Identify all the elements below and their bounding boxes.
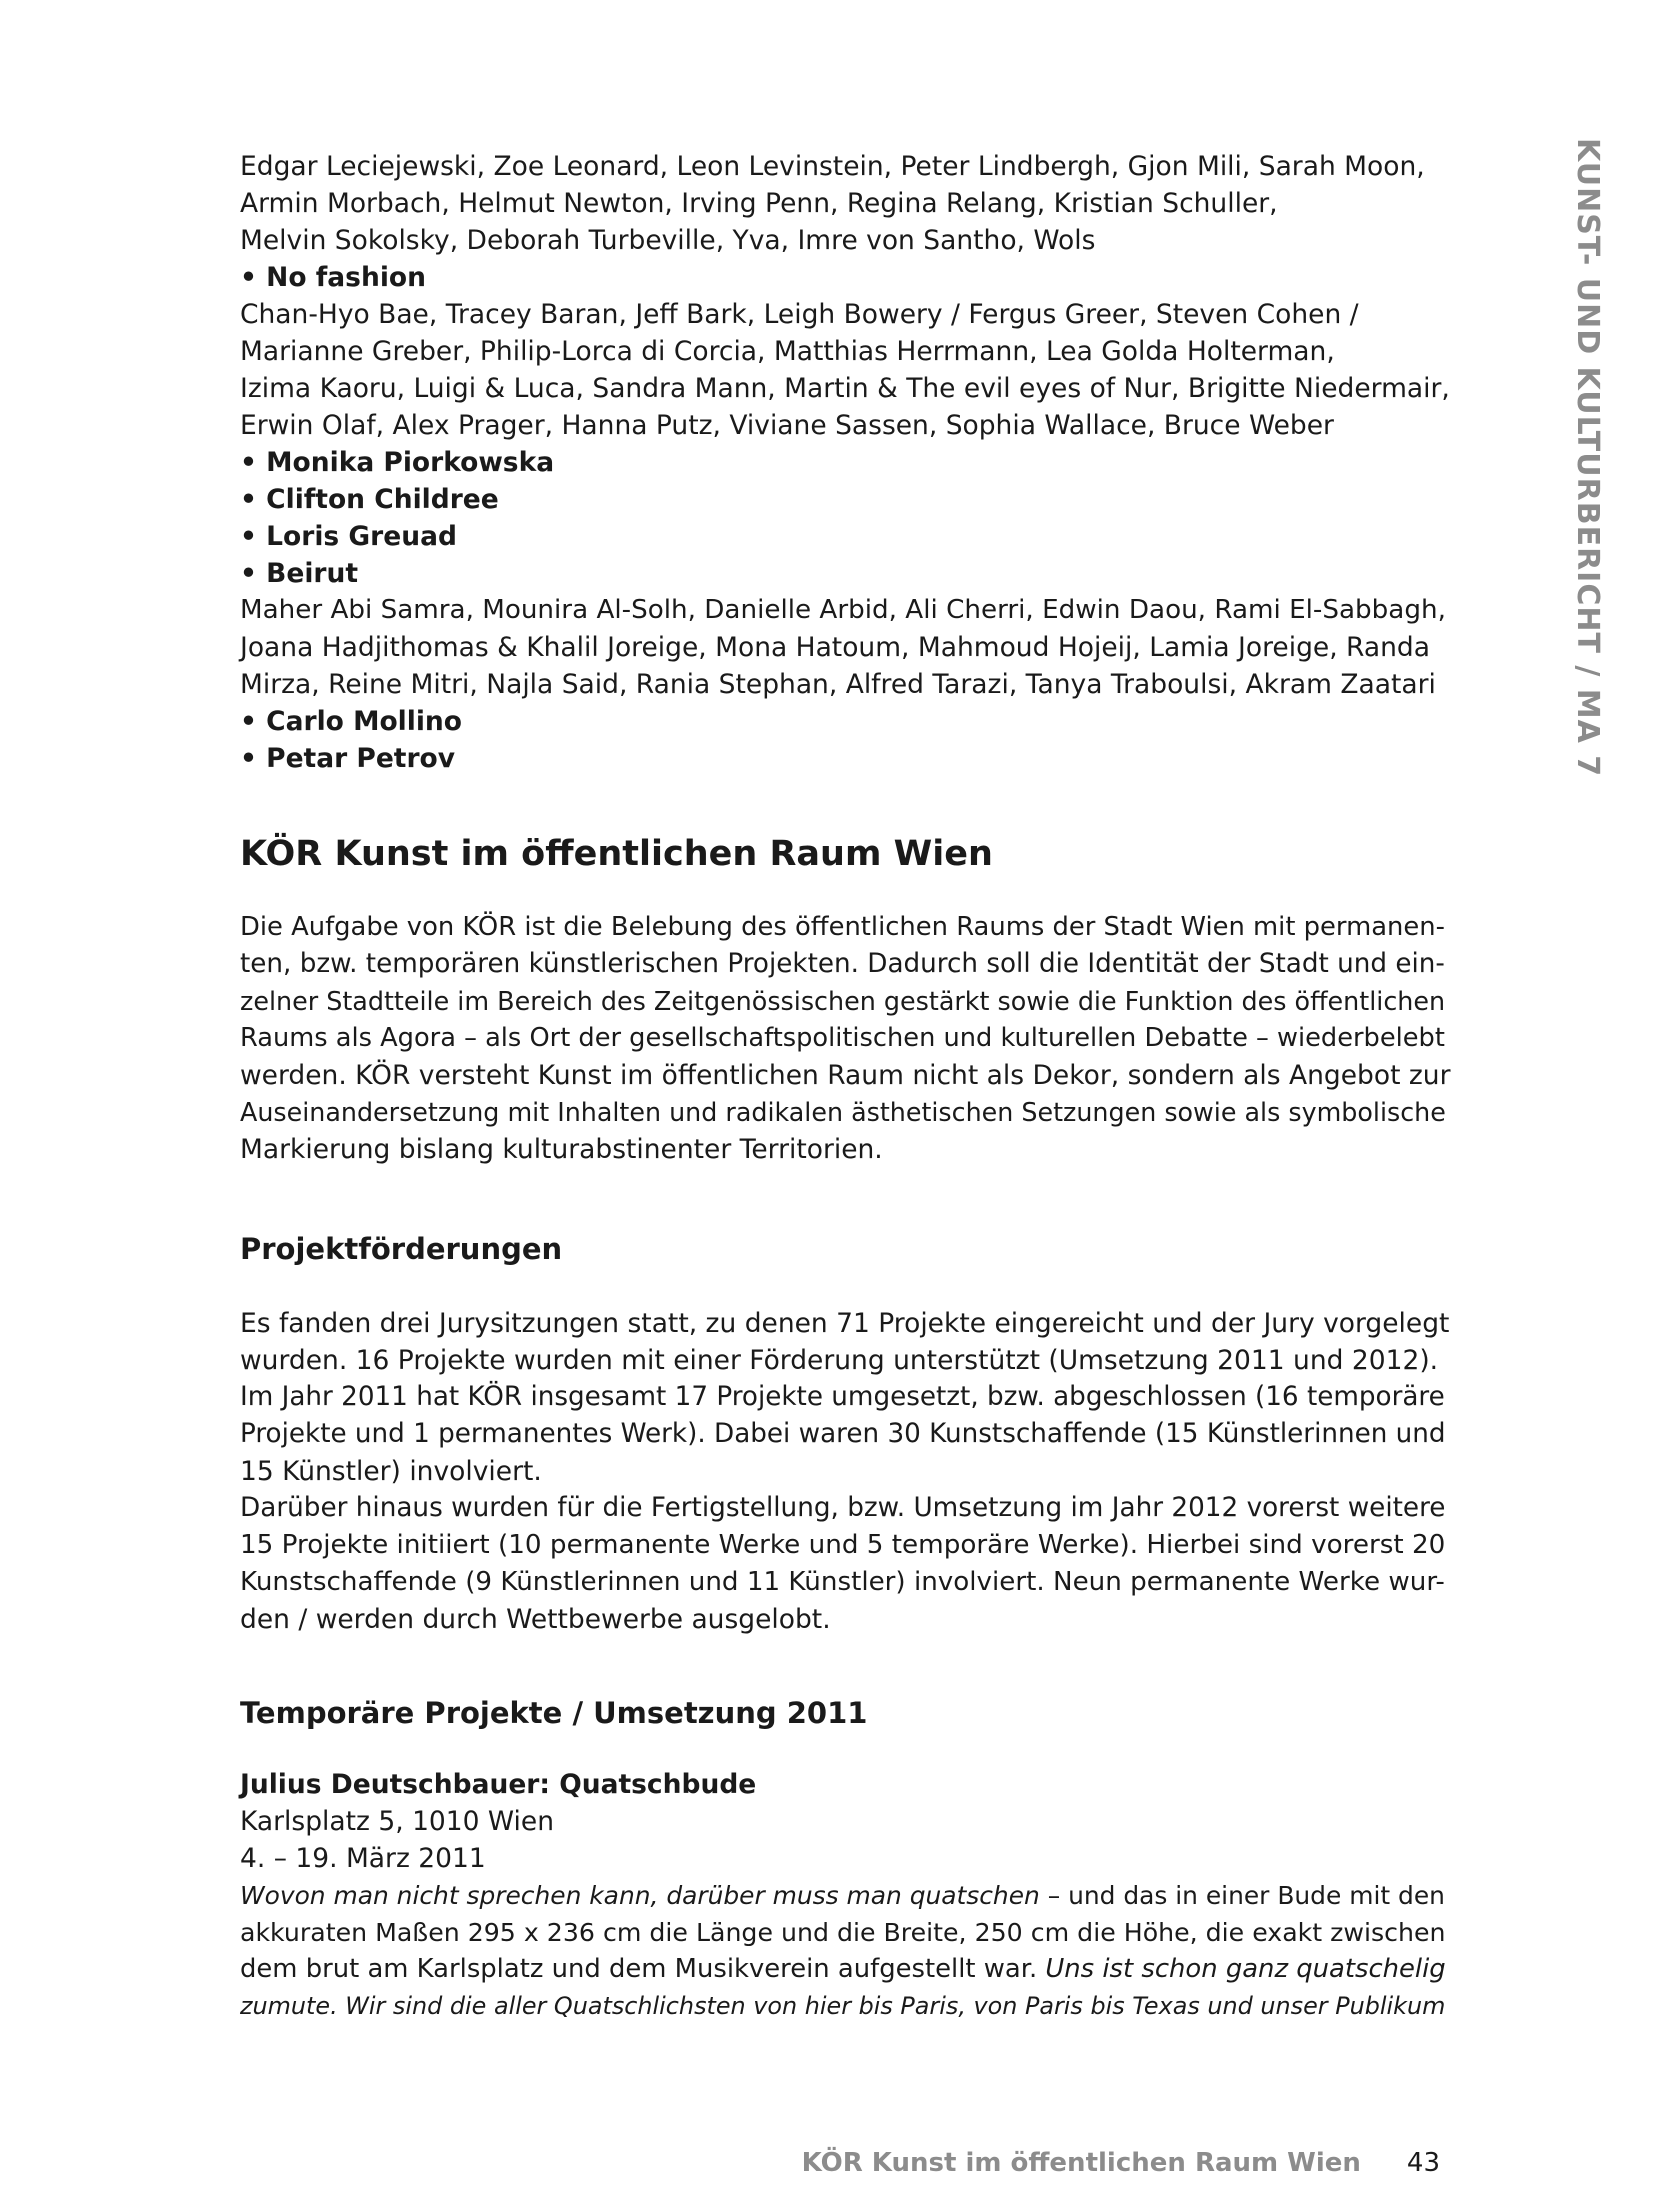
list-heading-no-fashion: • No fashion <box>240 262 426 293</box>
list-heading-loris-greuad: • Loris Greuad <box>240 521 457 552</box>
list-heading-beirut: • Beirut <box>240 558 359 589</box>
page-number: 43 <box>1406 2148 1440 2178</box>
list-heading-carlo-mollino: • Carlo Mollino <box>240 706 462 737</box>
text-line: Marianne Greber, Philip-Lorca di Corcia, Matthias Herrmann, Lea Golda Holterman, <box>240 336 1335 367</box>
text-line: zelner Stadtteile im Bereich des Zeitgenössischen gestärkt sowie die Funktion des öffentlichen <box>240 986 1446 1016</box>
intro-paragraph <box>240 909 1452 1168</box>
section-title: KÖR Kunst im öffentlichen Raum Wien <box>240 834 993 874</box>
text-line: Raums als Agora – als Ort der gesellschaftspolitischen und kulturellen Debatte – wiederbelebt <box>240 1023 1445 1053</box>
project-title: Julius Deutschbauer: Quatschbude <box>240 1769 757 1800</box>
text-line: Melvin Sokolsky, Deborah Turbeville, Yva, Imre von Santho, Wols <box>240 225 1096 256</box>
text-span: – und das in einer Bude mit den <box>1039 1881 1445 1910</box>
text-line: Projekte und 1 permanentes Werk). Dabei waren 30 Kunstschaffende (15 Künstlerinnen und <box>240 1419 1446 1449</box>
project-address: Karlsplatz 5, 1010 Wien <box>240 1806 555 1837</box>
text-line: Markierung bislang kulturabstinenter Territorien. <box>240 1134 883 1165</box>
no-fashion-artists <box>240 296 1452 444</box>
text-line: Mirza, Reine Mitri, Najla Said, Rania Stephan, Alfred Tarazi, Tanya Traboulsi, Akram Zaatari <box>240 669 1436 700</box>
italic-quote: Uns ist schon ganz quatschelig <box>1045 1954 1446 1984</box>
text-line: Izima Kaoru, Luigi & Luca, Sandra Mann, Martin & The evil eyes of Nur, Brigitte Niedermair, <box>240 373 1450 404</box>
project-description-line: akkuraten Maßen 295 x 236 cm die Länge und die Breite, 250 cm die Höhe, die exakt zwischen <box>240 1918 1446 1947</box>
text-line: wurden. 16 Projekte wurden mit einer Förderung unterstützt (Umsetzung 2011 und 2012). <box>240 1345 1439 1376</box>
text-line: 15 Künstler) involviert. <box>240 1456 542 1487</box>
page-footer <box>800 2148 1440 2178</box>
italic-quote: Wovon man nicht sprechen kann, darüber muss man quatschen <box>240 1881 1040 1910</box>
text-line: Chan-Hyo Bae, Tracey Baran, Jeff Bark, Leigh Bowery / Fergus Greer, Steven Cohen / <box>240 299 1359 330</box>
subheading-temporaere-projekte: Temporäre Projekte / Umsetzung 2011 <box>240 1696 868 1730</box>
text-line: Edgar Leciejewski, Zoe Leonard, Leon Levinstein, Peter Lindbergh, Gjon Mili, Sarah Moon, <box>240 151 1425 182</box>
text-line: Die Aufgabe von KÖR ist die Belebung des öffentlichen Raums der Stadt Wien mit permanen- <box>240 912 1445 942</box>
text-line: 15 Projekte initiiert (10 permanente Werke und 5 temporäre Werke). Hierbei sind vorerst 20 <box>240 1530 1446 1560</box>
text-line: Darüber hinaus wurden für die Fertigstellung, bzw. Umsetzung im Jahr 2012 vorerst weitere <box>240 1493 1446 1523</box>
fashion-artists <box>240 148 1452 259</box>
text-line: Es fanden drei Jurysitzungen statt, zu denen 71 Projekte eingereicht und der Jury vorgelegt <box>240 1308 1450 1339</box>
text-line: Maher Abi Samra, Mounira Al-Solh, Danielle Arbid, Ali Cherri, Edwin Daou, Rami El-Sabbagh, <box>240 595 1446 625</box>
text-line: Im Jahr 2011 hat KÖR insgesamt 17 Projekte umgesetzt, bzw. abgeschlossen (16 temporäre <box>240 1382 1445 1412</box>
footer-title: KÖR Kunst im öffentlichen Raum Wien <box>801 2148 1361 2178</box>
projektfoerderungen-paragraph <box>240 1305 1452 1638</box>
page-content <box>240 148 1452 2025</box>
text-span: dem brut am Karlsplatz und dem Musikverein aufgestellt war. <box>240 1954 1046 1984</box>
list-heading-monika-piorkowska: • Monika Piorkowska <box>240 447 555 478</box>
project-description-line: zumute. Wir sind die aller Quatschlichsten von hier bis Paris, von Paris bis Texas und unser Publikum <box>240 1992 1446 2020</box>
text-line: Kunstschaffende (9 Künstlerinnen und 11 Künstler) involviert. Neun permanente Werke wur- <box>240 1567 1445 1597</box>
text-line: Erwin Olaf, Alex Prager, Hanna Putz, Viviane Sassen, Sophia Wallace, Bruce Weber <box>240 410 1334 441</box>
text-line: ten, bzw. temporären künstlerischen Projekten. Dadurch soll die Identität der Stadt und ein- <box>240 949 1445 979</box>
project-description-line <box>240 1951 1452 1988</box>
text-line: Joana Hadjithomas & Khalil Joreige, Mona Hatoum, Mahmoud Hojeij, Lamia Joreige, Randa <box>240 632 1430 663</box>
subheading-projektfoerderungen: Projektförderungen <box>240 1232 563 1266</box>
text-line: Armin Morbach, Helmut Newton, Irving Penn, Regina Relang, Kristian Schuller, <box>240 188 1278 219</box>
list-heading-petar-petrov: • Petar Petrov <box>240 743 456 774</box>
project-description-line <box>240 1877 1452 1914</box>
project-date: 4. – 19. März 2011 <box>240 1843 486 1874</box>
list-heading-clifton-childree: • Clifton Childree <box>240 484 499 515</box>
text-line: werden. KÖR versteht Kunst im öffentlichen Raum nicht als Dekor, sondern als Angebot zur <box>240 1060 1451 1091</box>
text-line: den / werden durch Wettbewerbe ausgelobt. <box>240 1604 831 1635</box>
project-entry <box>240 1766 1452 2025</box>
text-line: Auseinandersetzung mit Inhalten und radikalen ästhetischen Setzungen sowie als symbolische <box>240 1097 1446 1127</box>
side-running-header: KUNST- UND KULTURBERICHT / MA 7 <box>1570 138 1605 778</box>
beirut-artists <box>240 592 1452 703</box>
